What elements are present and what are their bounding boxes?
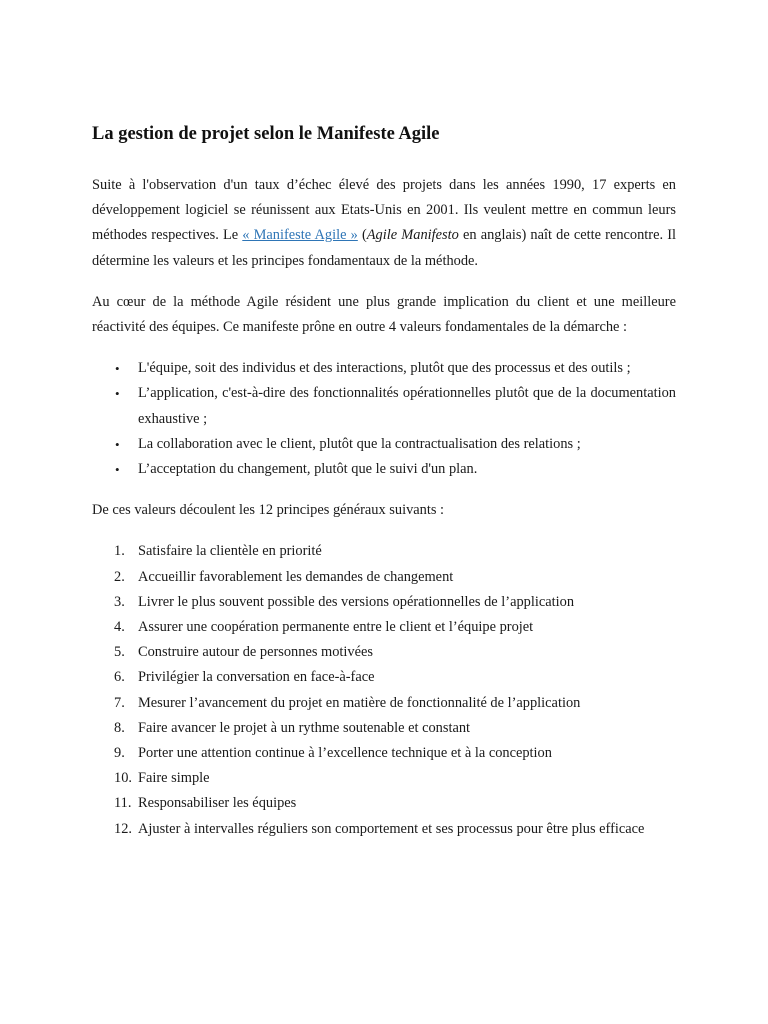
principle-number: 2. [114, 568, 125, 585]
intro-italic-term: Agile Manifesto [366, 227, 459, 244]
principles-list-item [92, 817, 676, 842]
values-list-item: • L'équipe, soit des individus et des interactions, plutôt que des processus et des outils ; [92, 356, 676, 381]
principle-number: 8. [114, 719, 125, 736]
intro-text-before-link: Suite à l'observation d'un taux d’échec élevé des projets dans les années 1990, 17 experts en développement logiciel se réunissent aux Etats-Unis en 2001. Ils veulent mettre en commun leurs méthodes respectives. Le [92, 177, 676, 244]
intro-paren-open: ( [357, 227, 367, 244]
principle-number: 3. [114, 593, 125, 610]
principle-text: Assurer une coopération permanente entre le client et l’équipe projet [138, 619, 534, 636]
principle-text: Porter une attention continue à l’excellence technique et à la conception [138, 745, 552, 762]
principles-list-item [92, 691, 676, 716]
principle-text: Construire autour de personnes motivées [138, 644, 373, 661]
principles-intro-paragraph: De ces valeurs découlent les 12 principes généraux suivants : [92, 502, 445, 519]
principles-list [92, 539, 676, 841]
principles-list-item [92, 766, 676, 791]
principle-text: Ajuster à intervalles réguliers son comportement et ses processus pour être plus efficace [138, 820, 645, 837]
principle-number: 9. [114, 745, 125, 762]
principle-number: 4. [114, 619, 125, 636]
principle-text: Accueillir favorablement les demandes de changement [138, 568, 454, 585]
principle-text: Privilégier la conversation en face-à-face [138, 669, 375, 686]
principles-list-item [92, 791, 676, 816]
values-list-item: • L’application, c'est-à-dire des fonctionnalités opérationnelles plutôt que de la documentation exhaustive ; [92, 381, 676, 431]
values-list-item: • L’acceptation du changement, plutôt que le suivi d'un plan. [92, 457, 676, 482]
principles-list-item [92, 716, 676, 741]
principle-number: 5. [114, 644, 125, 661]
principle-number: 6. [114, 669, 125, 686]
principle-number: 11. [114, 795, 132, 812]
principle-number: 7. [114, 694, 125, 711]
principle-text: Faire simple [138, 770, 210, 787]
principles-list-item [92, 590, 676, 615]
document-title: La gestion de projet selon le Manifeste Agile [92, 124, 440, 144]
principle-text: Responsabiliser les équipes [138, 795, 297, 812]
principles-list-item [92, 539, 676, 564]
values-intro-paragraph: Au cœur de la méthode Agile résident une plus grande implication du client et une meilleure réactivité des équipes. Ce manifeste prône en outre 4 valeurs fondamentales de la démarche : [92, 293, 676, 336]
principle-number: 10. [114, 770, 132, 787]
principle-text: Livrer le plus souvent possible des versions opérationnelles de l’application [138, 593, 575, 610]
manifeste-agile-link[interactable]: « Manifeste Agile » [242, 227, 358, 244]
principle-text: Faire avancer le projet à un rythme soutenable et constant [138, 719, 471, 736]
principles-list-item [92, 565, 676, 590]
principles-list-item [92, 640, 676, 665]
values-list [92, 356, 676, 482]
intro-text-after-italic: en anglais) naît de cette rencontre. Il détermine les valeurs et les principes fondamentaux de la méthode. [92, 227, 677, 269]
intro-paragraph [92, 173, 676, 274]
principle-text: Satisfaire la clientèle en priorité [138, 543, 322, 560]
values-list-item: • La collaboration avec le client, plutôt que la contractualisation des relations ; [92, 432, 676, 457]
principle-number: 12. [114, 820, 132, 837]
principle-number: 1. [114, 543, 125, 560]
principle-text: Mesurer l’avancement du projet en matière de fonctionnalité de l’application [138, 694, 581, 711]
principles-list-item [92, 741, 676, 766]
principles-list-item [92, 615, 676, 640]
principles-list-item [92, 665, 676, 690]
